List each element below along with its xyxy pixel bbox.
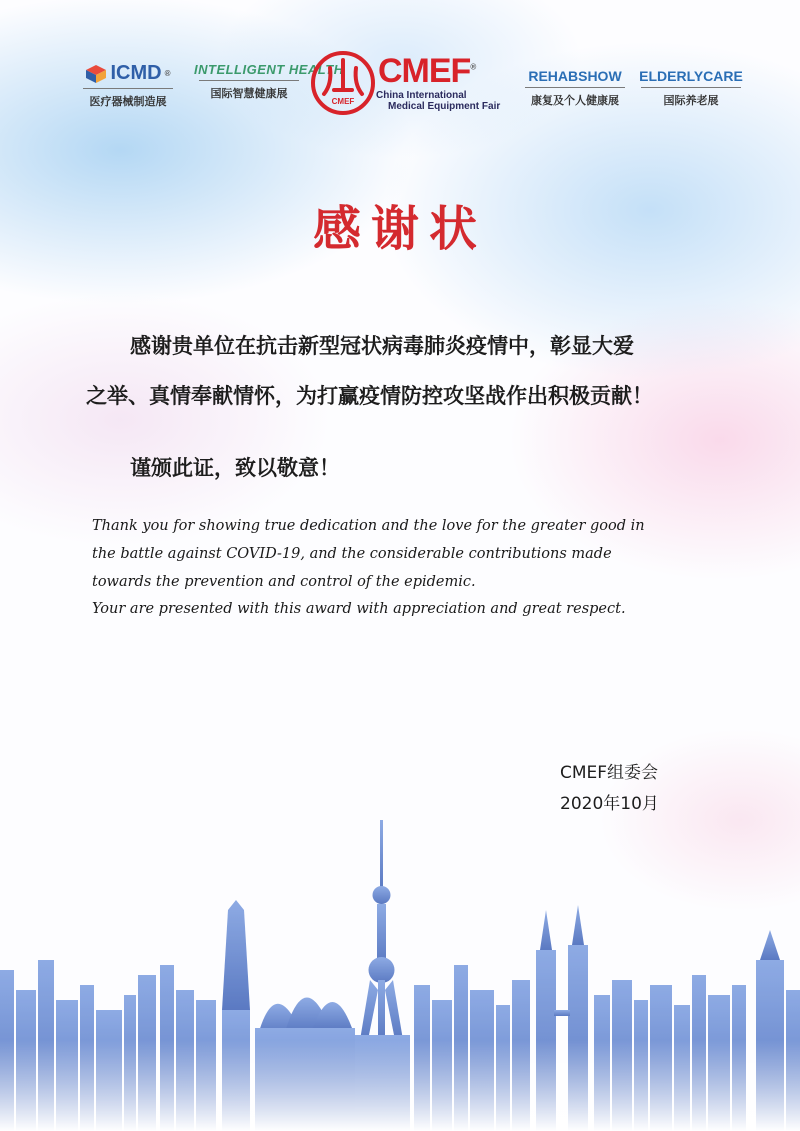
- body-en-line-3: towards the prevention and control of the epidemic.: [92, 574, 476, 590]
- rehabshow-logo: [520, 68, 630, 108]
- skyline-illustration: [0, 800, 800, 1131]
- icmd-logo-sub: 医疗器械制造展: [89, 95, 167, 108]
- cmef-logo-sub-line1: China International: [376, 90, 467, 101]
- intelligent-health-logo: [194, 62, 344, 101]
- icmd-logo-name: ICMD: [110, 62, 162, 84]
- body-cn-line-2: 之举、真情奉献情怀，为打赢疫情防控攻坚战作出积极贡献！: [86, 384, 653, 408]
- signature-org: CMEF组委会: [560, 763, 659, 783]
- rehabshow-logo-name: REHABSHOW: [528, 68, 622, 84]
- rehabshow-logo-sub: 康复及个人健康展: [531, 94, 619, 107]
- icmd-cube-icon: [85, 64, 107, 84]
- intelligent-health-logo-name: INTELLIGENT HEALTH: [194, 62, 344, 77]
- elderlycare-logo: [636, 68, 746, 108]
- cmef-emblem-text: CMEF: [331, 97, 355, 106]
- cmef-logo-sub-line2: Medical Equipment Fair: [388, 101, 501, 112]
- icmd-logo: ICMD ® 医疗器械制造展: [78, 62, 178, 109]
- cmef-logo-name: CMEF: [378, 52, 471, 90]
- certificate-title: 感谢状: [312, 201, 487, 257]
- body-en-line-4: Your are presented with this award with appreciation and great respect.: [92, 601, 626, 617]
- body-cn-line-1: 感谢贵单位在抗击新型冠状病毒肺炎疫情中，彰显大爱: [130, 334, 634, 358]
- elderlycare-logo-sub: 国际养老展: [663, 94, 719, 107]
- body-en-line-1: Thank you for showing true dedication and the love for the greater good in: [92, 518, 645, 534]
- body-en-line-2: the battle against COVID-19, and the considerable contributions made: [92, 546, 612, 562]
- cmef-logo: CMEF CMEF® China International Medical Equipment Fair: [310, 50, 510, 120]
- signature-date: 2020年10月: [560, 794, 659, 814]
- cmef-emblem-icon: [310, 50, 376, 116]
- elderlycare-logo-name: ELDERLYCARE: [639, 68, 743, 84]
- body-cn-line-3: 谨颁此证，致以敬意！: [130, 456, 340, 480]
- intelligent-health-logo-sub: 国际智慧健康展: [210, 87, 288, 100]
